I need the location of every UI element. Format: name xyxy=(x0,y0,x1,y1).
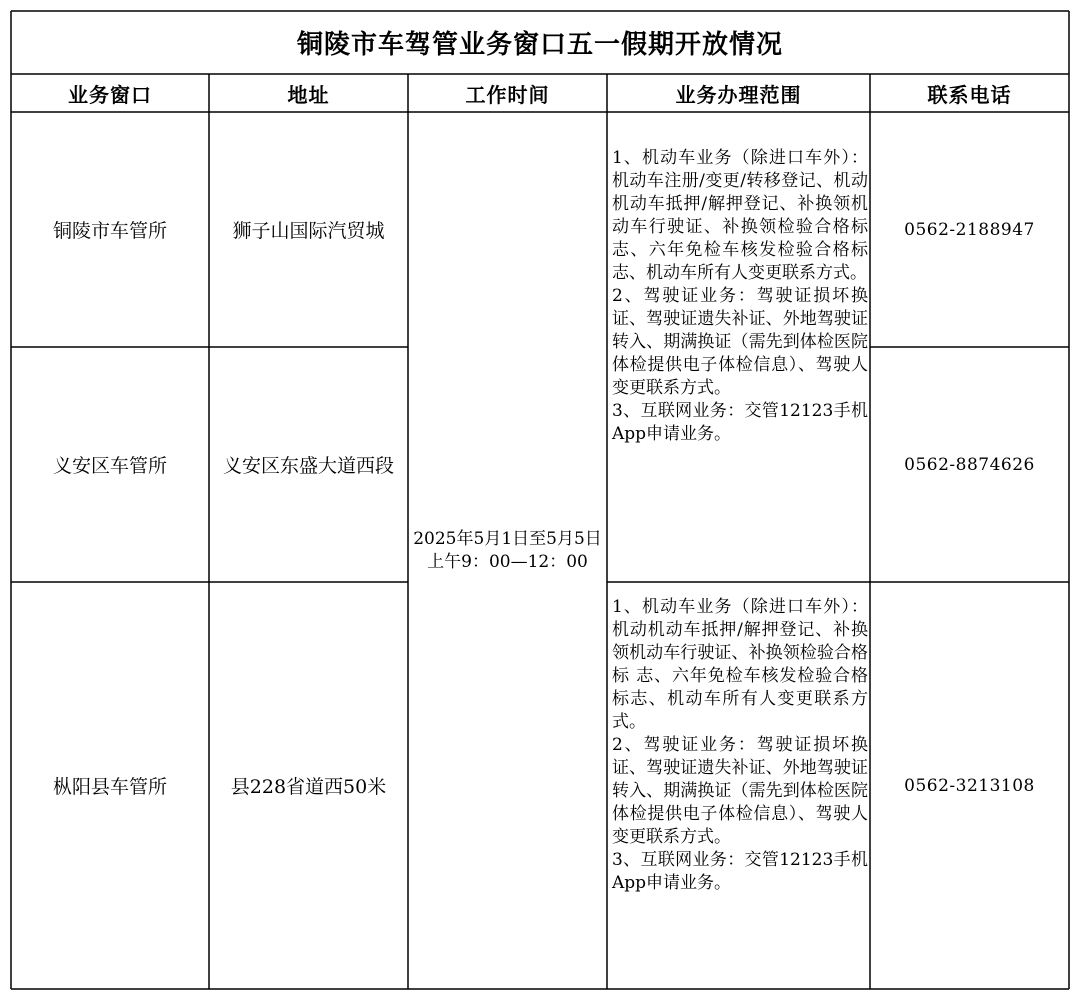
scope-zongyang xyxy=(608,596,870,981)
header-phone: 联系电话 xyxy=(927,82,1012,107)
row-2-phone: 0562-8874626 xyxy=(904,454,1035,475)
header-window: 业务窗口 xyxy=(68,82,152,107)
scope-b-license: 2、驾驶证业务：驾驶证损坏换证、驾驶证遗失补证、外地驾驶证转入、期满换证（需先到体检医院体检提供电子体检信息）、驾驶人变更联系方式。 xyxy=(612,735,868,847)
row-3-window: 枞阳县车管所 xyxy=(52,776,167,798)
scope-b-internet: 3、互联网业务：交管12123手机App申请业务。 xyxy=(612,850,868,893)
row-1-phone: 0562-2188947 xyxy=(904,219,1035,240)
scope-a-internet: 3、互联网业务：交管12123手机App申请业务。 xyxy=(612,401,868,444)
row-2-window: 义安区车管所 xyxy=(52,455,167,477)
row-3-address: 县228省道西50米 xyxy=(230,776,387,798)
row-2-address: 义安区东盛大道西段 xyxy=(222,455,394,477)
row-1-address: 狮子山国际汽贸城 xyxy=(232,220,385,242)
header-scope: 业务办理范围 xyxy=(675,82,802,107)
header-hours: 工作时间 xyxy=(465,82,550,107)
page-title: 铜陵市车驾管业务窗口五一假期开放情况 xyxy=(296,30,783,60)
scope-a-license: 2、驾驶证业务：驾驶证损坏换证、驾驶证遗失补证、外地驾驶证转入、期满换证（需先到体检医院体检提供电子体检信息）、驾驶人变更联系方式。 xyxy=(612,286,868,398)
scope-b-vehicle: 1、机动车业务（除进口车外）：机动机动车抵押/解押登记、补换领机动车行驶证、补换领检验合格标 志、六年免检车核发检验合格标志、机动车所有人变更联系方式。 xyxy=(612,597,868,732)
row-1-window: 铜陵市车管所 xyxy=(52,220,167,242)
scope-city-yian xyxy=(608,147,870,567)
row-3-phone: 0562-3213108 xyxy=(904,775,1035,796)
header-address: 地址 xyxy=(287,82,330,107)
scope-a-vehicle: 1、机动车业务（除进口车外）：机动车注册/变更/转移登记、机动机动车抵押/解押登记、补换领机动车行驶证、补换领检验合格标志、六年免检车核发检验合格标志、机动车所有人变更联系方式。 xyxy=(612,148,868,283)
working-hours xyxy=(408,112,607,989)
working-hours-text: 2025年5月1日至5月5日上午9：00—12：00 xyxy=(413,528,602,572)
